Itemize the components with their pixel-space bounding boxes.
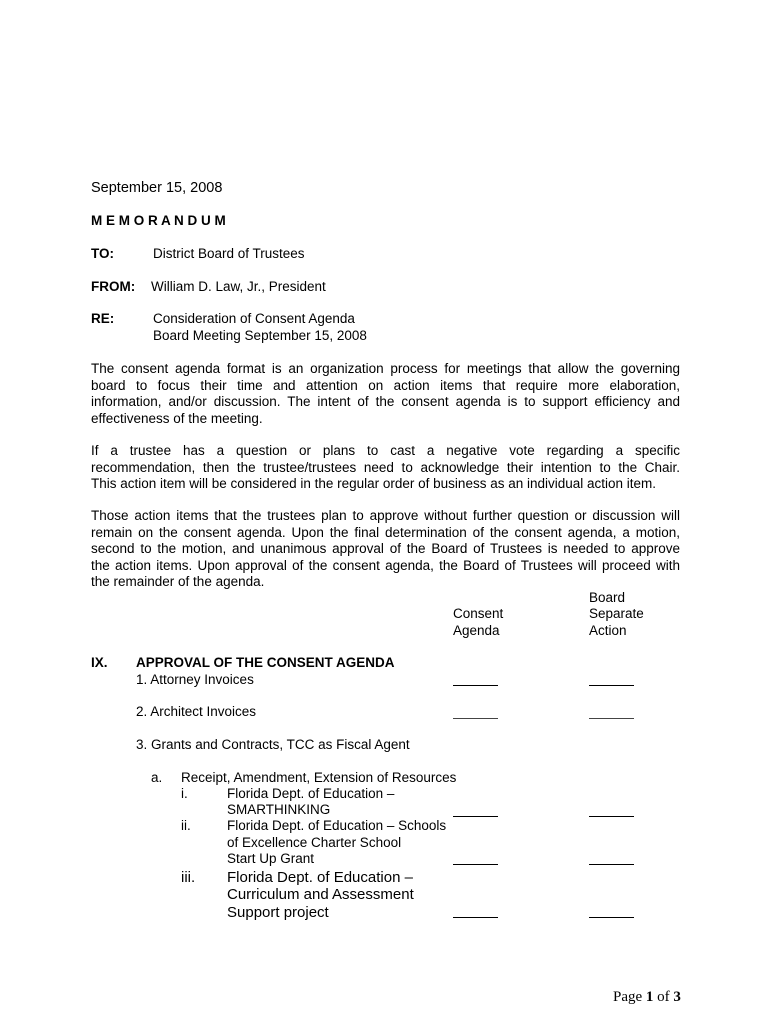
item-architect-invoices: 2. Architect Invoices	[136, 704, 257, 719]
paragraph-trustee	[91, 443, 680, 493]
paragraph-line: remain on the consent agenda. Upon the final determination of the consent agenda, a motion,	[91, 524, 680, 540]
paragraph-line: Those action items that the trustees plan to approve without further question or discussion will	[91, 508, 680, 523]
sub-i-line-1: Florida Dept. of Education –	[227, 786, 395, 801]
column-board-line-1: Board	[589, 590, 626, 605]
page-total: 3	[673, 989, 681, 1005]
item-attorney-invoices: 1. Attorney Invoices	[136, 672, 254, 687]
re-line-2: Board Meeting September 15, 2008	[153, 328, 367, 343]
sub-i-label: i.	[181, 786, 188, 801]
memo-date: September 15, 2008	[91, 180, 223, 196]
consent-blank-architect	[453, 718, 498, 719]
consent-blank-curriculum	[453, 917, 498, 918]
sub-i-line-2: SMARTHINKING	[227, 802, 331, 817]
paragraph-intro	[91, 361, 680, 427]
sub-iii-label: iii.	[181, 869, 196, 886]
memo-heading: M E M O R A N D U M	[91, 213, 226, 228]
sub-ii-line-3: Start Up Grant	[227, 851, 315, 866]
paragraph-line: second to the motion, and unanimous approval of the Board of Trustees is needed to approve	[91, 541, 680, 556]
sub-a-label: a.	[151, 770, 163, 785]
sub-iii-line-2: Curriculum and Assessment	[227, 886, 414, 903]
from-value: William D. Law, Jr., President	[151, 279, 326, 294]
to-value: District Board of Trustees	[153, 246, 305, 261]
sub-iii-line-3: Support project	[227, 904, 329, 921]
to-label: TO:	[91, 246, 114, 261]
consent-blank-attorney	[453, 685, 498, 686]
paragraph-line: If a trustee has a question or plans to cast a negative vote regarding a specific	[91, 443, 680, 458]
paragraph-line: This action item will be considered in the regular order of business as an individual action item.	[91, 476, 657, 491]
board-blank-architect	[589, 718, 634, 719]
sub-a-text: Receipt, Amendment, Extension of Resources	[181, 770, 457, 785]
page-number: 1	[645, 989, 654, 1005]
consent-blank-smarthinking	[453, 816, 498, 817]
column-board-line-2: Separate	[589, 606, 644, 621]
column-consent-line-2: Agenda	[453, 623, 500, 638]
paragraph-line: The consent agenda format is an organization process for meetings that allow the governing	[91, 361, 680, 376]
re-label: RE:	[91, 311, 115, 326]
consent-blank-schools-excellence	[453, 864, 498, 865]
paragraph-line: the action items. Upon approval of the consent agenda, the Board of Trustees will proceed with	[91, 557, 680, 573]
paragraph-approval	[91, 508, 680, 591]
page-word: Page	[613, 989, 643, 1005]
board-blank-schools-excellence	[589, 864, 634, 865]
column-board-line-3: Action	[589, 623, 627, 638]
from-label: FROM:	[91, 279, 136, 294]
item-grants-contracts: 3. Grants and Contracts, TCC as Fiscal Agent	[136, 737, 410, 752]
section-title: APPROVAL OF THE CONSENT AGENDA	[136, 655, 395, 670]
sub-ii-label: ii.	[181, 818, 191, 833]
of-word: of	[657, 989, 670, 1005]
column-consent-line-1: Consent	[453, 606, 504, 621]
paragraph-line: effectiveness of the meeting.	[91, 410, 263, 426]
board-blank-curriculum	[589, 917, 634, 918]
board-blank-smarthinking	[589, 816, 634, 817]
paragraph-line: the remainder of the agenda.	[91, 574, 265, 589]
sub-ii-line-1: Florida Dept. of Education – Schools	[227, 818, 447, 833]
paragraph-line: information, and/or discussion. The intent of the consent agenda is to support efficiency and	[91, 394, 680, 409]
sub-ii-line-2: of Excellence Charter School	[227, 835, 402, 850]
paragraph-line: recommendation, then the trustee/trustees need to acknowledge their intention to the Chair.	[91, 459, 680, 475]
sub-iii-line-1: Florida Dept. of Education –	[227, 869, 413, 886]
board-blank-attorney	[589, 685, 634, 686]
paragraph-line: board to focus their time and attention on action items that require more elaboration,	[91, 377, 680, 393]
page-footer	[613, 989, 681, 1006]
section-number: IX.	[91, 655, 108, 670]
re-line-1: Consideration of Consent Agenda	[153, 311, 355, 326]
